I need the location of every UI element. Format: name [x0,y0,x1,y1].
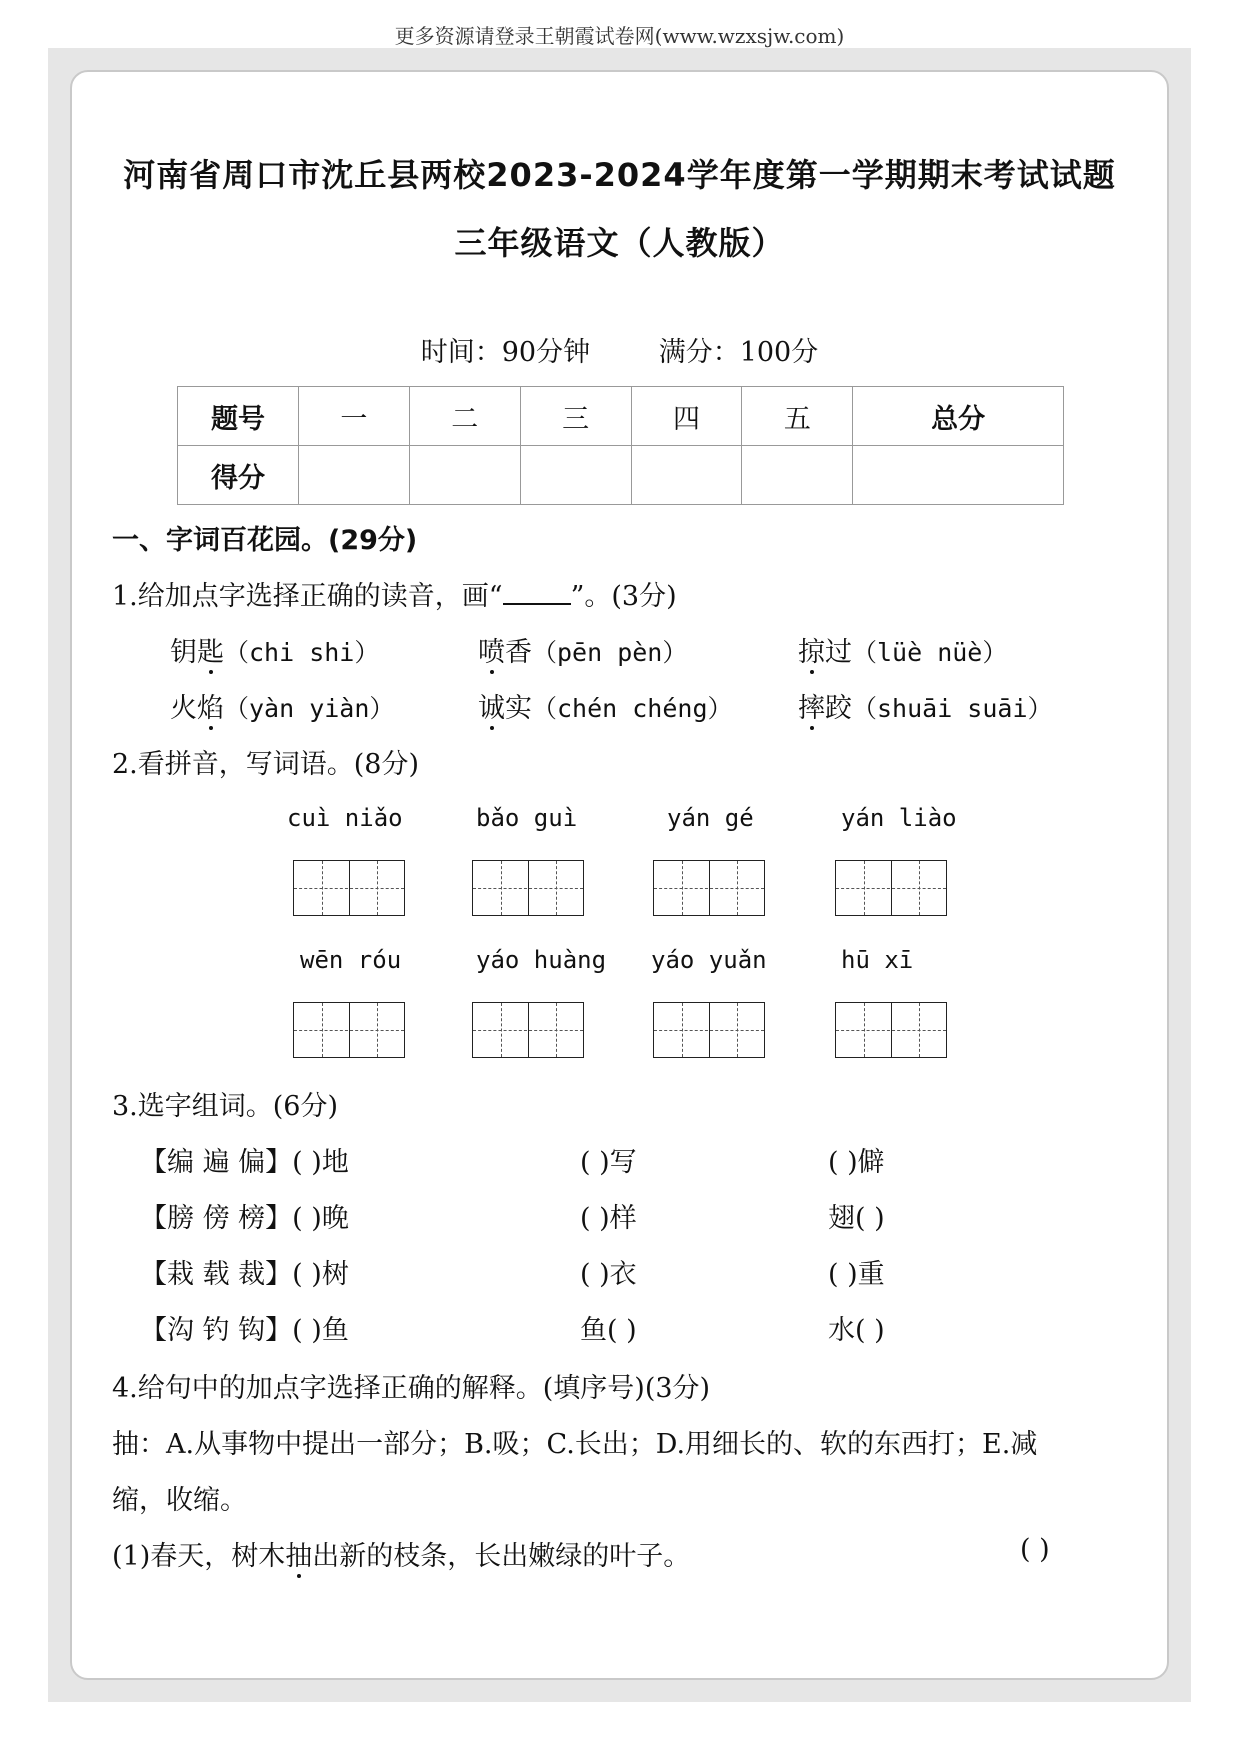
q4-definitions-cont: 缩，收缩。 [112,1485,247,1516]
q1-dotted-char: 匙 [197,637,224,668]
writing-grid[interactable] [653,1002,765,1058]
full-score: 满分：100分 [658,337,819,368]
q3-item[interactable]: ( )样 [580,1203,637,1234]
score-value-row [178,446,1064,505]
score-header-cell: 一 [299,387,410,446]
q1-dotted-char: 掠 [798,637,825,668]
score-header-cell: 五 [742,387,853,446]
q2-pinyin: yán gé [667,804,754,832]
score-cell[interactable] [299,446,410,505]
sentence-text: 出新的枝条，长出嫩绿的叶子。 [312,1541,691,1572]
q3-item[interactable]: 【膀 傍 榜】( )晚 [140,1203,349,1234]
score-header-cell: 总分 [853,387,1064,446]
q3-item[interactable]: 【栽 载 裁】( )树 [140,1259,349,1290]
q1-item-char: 香 [505,637,532,668]
writing-grid[interactable] [472,1002,584,1058]
q3-item[interactable]: 【编 遍 偏】( )地 [140,1147,349,1178]
writing-grid[interactable] [835,860,947,916]
section1-heading: 一、字词百花园。(29分) [112,525,418,556]
score-header-row [178,387,1064,446]
q1-pinyin-options[interactable]: （chi shi） [224,638,380,667]
score-header-cell: 四 [631,387,742,446]
q2-pinyin: hū xī [841,946,914,974]
q1-pinyin-options[interactable]: （lüè nüè） [852,638,1008,667]
score-table [177,386,1064,505]
q1-item [478,686,733,725]
q1-item [798,630,1007,669]
q3-item[interactable]: ( )写 [580,1147,637,1178]
q3-item[interactable]: ( )重 [828,1259,885,1290]
time-limit: 时间：90分钟 [420,337,591,368]
q4-answer-paren[interactable]: ( ) [1020,1534,1050,1565]
q3-item[interactable]: 【沟 钓 钩】( )鱼 [140,1315,349,1346]
q2-pinyin: yán liào [841,804,957,832]
q1-item [170,630,379,669]
score-cell[interactable] [631,446,742,505]
exam-subtitle: 三年级语文（人教版） [454,224,785,262]
q3-item[interactable]: 鱼( ) [580,1315,637,1346]
exam-title: 河南省周口市沈丘县两校2023-2024学年度第一学期期末考试试题 [123,156,1116,194]
q1-item-char: 火 [170,693,197,724]
score-cell[interactable] [742,446,853,505]
q2-prompt: 2.看拼音，写词语。(8分) [112,749,420,780]
q4-sentence-1 [112,1534,690,1573]
writing-grid[interactable] [653,860,765,916]
q1-item [478,630,687,669]
writing-grid[interactable] [293,1002,405,1058]
score-header-cell: 三 [520,387,631,446]
score-cell[interactable] [409,446,520,505]
q1-item-char: 钥 [170,637,197,668]
q1-pinyin-options[interactable]: （pēn pèn） [532,638,688,667]
writing-grid[interactable] [293,860,405,916]
q4-prompt: 4.给句中的加点字选择正确的解释。(填序号)(3分) [112,1373,711,1404]
q1-pinyin-options[interactable]: （yàn yiàn） [224,694,395,723]
q3-prompt: 3.选字组词。(6分) [112,1091,339,1122]
q1-item-char: 过 [825,637,852,668]
q3-item[interactable]: 水( ) [828,1315,885,1346]
q2-pinyin: cuì niǎo [287,804,403,832]
top-note: 更多资源请登录王朝霞试卷网(www.wzxsjw.com) [394,24,845,48]
q2-pinyin: yáo huàng [476,946,607,974]
q1-prompt [112,574,677,613]
writing-grid[interactable] [835,1002,947,1058]
score-header-cell: 题号 [178,387,299,446]
q1-dotted-char: 焰 [197,693,224,724]
exam-meta [0,330,1239,369]
q2-pinyin: bǎo guì [476,804,578,832]
q2-pinyin: wēn róu [300,946,402,974]
score-row-label: 得分 [178,446,299,505]
q1-prompt-start: 1.给加点字选择正确的读音，画“ [112,581,503,612]
q1-dotted-char: 诚 [478,693,505,724]
q3-item[interactable]: ( )僻 [828,1147,885,1178]
score-header-cell: 二 [409,387,520,446]
q1-pinyin-options[interactable]: （shuāi suāi） [852,694,1053,723]
sentence-text: (1)春天，树木 [112,1541,286,1572]
q1-item-char: 跤 [825,693,852,724]
writing-grid[interactable] [472,860,584,916]
q1-pinyin-options[interactable]: （chén chéng） [532,694,733,723]
q1-prompt-end: ”。(3分) [570,581,677,612]
q4-dotted-char: 抽 [285,1541,313,1572]
q1-dotted-char: 喷 [478,637,505,668]
q1-dotted-char: 摔 [798,693,825,724]
q3-item[interactable]: ( )衣 [580,1259,637,1290]
score-cell[interactable] [853,446,1064,505]
score-cell[interactable] [520,446,631,505]
q3-item[interactable]: 翅( ) [828,1203,885,1234]
q1-item-char: 实 [505,693,532,724]
q4-definitions: 抽：A.从事物中提出一部分；B.吸；C.长出；D.用细长的、软的东西打；E.减 [112,1429,1038,1460]
q2-pinyin: yáo yuǎn [651,946,767,974]
underline-sample [503,581,571,605]
q1-item [170,686,394,725]
q1-item [798,686,1053,725]
